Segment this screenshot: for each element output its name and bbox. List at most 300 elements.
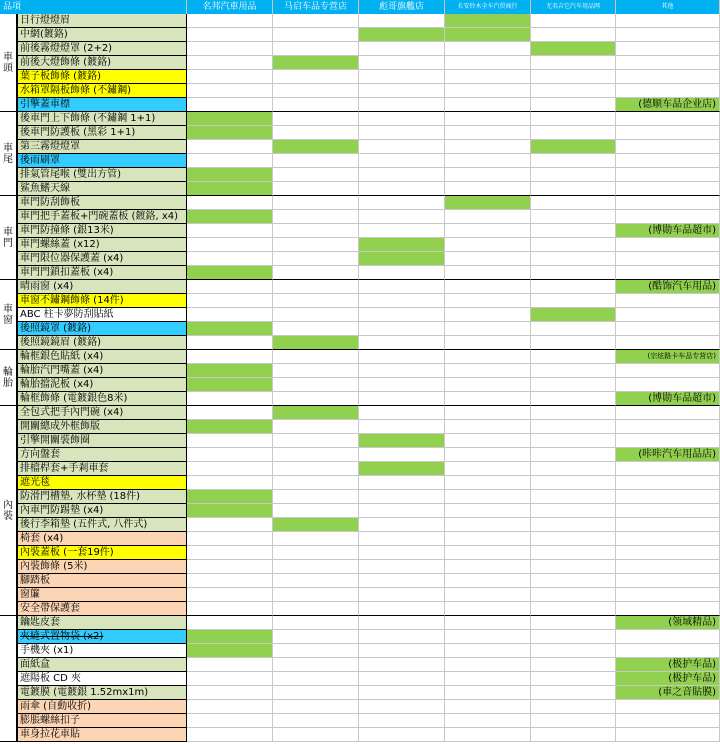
cell-empty[interactable] (616, 588, 720, 602)
cell-available[interactable] (445, 14, 531, 28)
cell-empty[interactable] (616, 308, 720, 322)
cell-empty[interactable] (531, 238, 616, 252)
cell-empty[interactable] (445, 126, 531, 140)
cell-empty[interactable] (273, 462, 359, 476)
item-name[interactable]: 前後大燈飾條 (鍍鉻) (17, 56, 187, 70)
cell-empty[interactable] (445, 42, 531, 56)
cell-empty[interactable] (187, 14, 273, 28)
cell-empty[interactable] (445, 182, 531, 196)
cell-empty[interactable] (273, 294, 359, 308)
cell-empty[interactable] (531, 70, 616, 84)
store-note[interactable]: (博勋车品超市) (616, 392, 720, 406)
cell-available[interactable] (359, 462, 445, 476)
cell-empty[interactable] (273, 364, 359, 378)
cell-empty[interactable] (531, 112, 616, 126)
item-name[interactable]: 夾縫式置物袋 (x2) (17, 630, 187, 644)
cell-empty[interactable] (531, 336, 616, 350)
cell-empty[interactable] (445, 644, 531, 658)
cell-empty[interactable] (273, 154, 359, 168)
cell-empty[interactable] (273, 630, 359, 644)
cell-available[interactable] (187, 182, 273, 196)
cell-empty[interactable] (616, 434, 720, 448)
cell-available[interactable] (187, 420, 273, 434)
item-name[interactable]: 第三霧燈燈罩 (17, 140, 187, 154)
item-name[interactable]: 車身拉花車貼 (17, 728, 187, 742)
cell-empty[interactable] (359, 672, 445, 686)
cell-empty[interactable] (531, 252, 616, 266)
cell-empty[interactable] (359, 476, 445, 490)
cell-empty[interactable] (531, 168, 616, 182)
cell-empty[interactable] (359, 56, 445, 70)
item-name[interactable]: 全包式把手內門碗 (x4) (17, 406, 187, 420)
cell-empty[interactable] (273, 546, 359, 560)
cell-empty[interactable] (187, 728, 273, 742)
item-name[interactable]: 防滑門槽墊, 水杯墊 (18件) (17, 490, 187, 504)
cell-available[interactable] (187, 168, 273, 182)
cell-empty[interactable] (359, 336, 445, 350)
item-name[interactable]: 面紙盒 (17, 658, 187, 672)
cell-empty[interactable] (445, 224, 531, 238)
cell-empty[interactable] (273, 70, 359, 84)
cell-empty[interactable] (616, 42, 720, 56)
cell-empty[interactable] (445, 84, 531, 98)
cell-empty[interactable] (616, 294, 720, 308)
cell-empty[interactable] (187, 560, 273, 574)
cell-empty[interactable] (445, 112, 531, 126)
cell-empty[interactable] (359, 168, 445, 182)
item-name[interactable]: 車門螺絲蓋 (x12) (17, 238, 187, 252)
item-name[interactable]: 輪框銀色貼紙 (x4) (17, 350, 187, 364)
cell-empty[interactable] (445, 210, 531, 224)
cell-empty[interactable] (359, 546, 445, 560)
cell-empty[interactable] (531, 588, 616, 602)
cell-empty[interactable] (187, 686, 273, 700)
cell-empty[interactable] (616, 490, 720, 504)
cell-empty[interactable] (187, 336, 273, 350)
item-name[interactable]: 水箱罩隔板飾條 (不鏽鋼) (17, 84, 187, 98)
cell-empty[interactable] (359, 266, 445, 280)
item-name[interactable]: 腳踏板 (17, 574, 187, 588)
cell-empty[interactable] (273, 196, 359, 210)
item-name[interactable]: 遮光毯 (17, 476, 187, 490)
item-name[interactable]: 車門限位器保護蓋 (x4) (17, 252, 187, 266)
cell-empty[interactable] (359, 154, 445, 168)
cell-empty[interactable] (445, 630, 531, 644)
cell-empty[interactable] (273, 728, 359, 742)
cell-empty[interactable] (531, 322, 616, 336)
cell-empty[interactable] (531, 532, 616, 546)
cell-available[interactable] (187, 490, 273, 504)
cell-empty[interactable] (273, 490, 359, 504)
cell-empty[interactable] (616, 700, 720, 714)
cell-empty[interactable] (359, 602, 445, 616)
cell-empty[interactable] (445, 448, 531, 462)
cell-empty[interactable] (187, 224, 273, 238)
item-name[interactable]: 車門防撞條 (銀13米) (17, 224, 187, 238)
cell-empty[interactable] (616, 602, 720, 616)
cell-empty[interactable] (445, 672, 531, 686)
cell-available[interactable] (187, 266, 273, 280)
cell-empty[interactable] (616, 84, 720, 98)
cell-available[interactable] (359, 28, 445, 42)
cell-empty[interactable] (359, 448, 445, 462)
store-note[interactable]: (宗炫路卡车品专营店) (616, 350, 720, 364)
cell-empty[interactable] (531, 560, 616, 574)
item-name[interactable]: 後照鏡鏡眉 (鍍鉻) (17, 336, 187, 350)
cell-empty[interactable] (359, 322, 445, 336)
cell-empty[interactable] (273, 210, 359, 224)
cell-empty[interactable] (273, 84, 359, 98)
cell-empty[interactable] (359, 714, 445, 728)
cell-empty[interactable] (445, 140, 531, 154)
item-name[interactable]: 鑰匙皮套 (17, 616, 187, 630)
cell-empty[interactable] (531, 182, 616, 196)
cell-empty[interactable] (445, 546, 531, 560)
cell-empty[interactable] (359, 686, 445, 700)
cell-empty[interactable] (616, 56, 720, 70)
cell-empty[interactable] (445, 574, 531, 588)
cell-empty[interactable] (531, 280, 616, 294)
item-name[interactable]: 安全帶保護套 (17, 602, 187, 616)
cell-empty[interactable] (531, 490, 616, 504)
cell-available[interactable] (531, 140, 616, 154)
cell-empty[interactable] (273, 42, 359, 56)
item-name[interactable]: 後照鏡罩 (鍍鉻) (17, 322, 187, 336)
cell-empty[interactable] (359, 658, 445, 672)
cell-empty[interactable] (445, 266, 531, 280)
cell-empty[interactable] (187, 546, 273, 560)
cell-empty[interactable] (531, 14, 616, 28)
cell-empty[interactable] (616, 70, 720, 84)
item-name[interactable]: 鯊魚鰭天線 (17, 182, 187, 196)
cell-empty[interactable] (445, 462, 531, 476)
cell-empty[interactable] (187, 98, 273, 112)
cell-empty[interactable] (616, 14, 720, 28)
cell-empty[interactable] (187, 532, 273, 546)
cell-empty[interactable] (531, 504, 616, 518)
cell-empty[interactable] (531, 714, 616, 728)
cell-empty[interactable] (531, 364, 616, 378)
cell-empty[interactable] (445, 322, 531, 336)
cell-empty[interactable] (187, 154, 273, 168)
cell-empty[interactable] (359, 644, 445, 658)
cell-empty[interactable] (359, 616, 445, 630)
cell-empty[interactable] (445, 364, 531, 378)
cell-empty[interactable] (359, 182, 445, 196)
cell-empty[interactable] (187, 448, 273, 462)
cell-available[interactable] (273, 140, 359, 154)
cell-empty[interactable] (616, 378, 720, 392)
cell-empty[interactable] (445, 336, 531, 350)
cell-empty[interactable] (616, 196, 720, 210)
cell-empty[interactable] (445, 392, 531, 406)
item-name[interactable]: 車門門鎖扣蓋板 (x4) (17, 266, 187, 280)
item-name[interactable]: 前後霧燈燈罩 (2+2) (17, 42, 187, 56)
cell-empty[interactable] (273, 420, 359, 434)
cell-empty[interactable] (359, 42, 445, 56)
cell-empty[interactable] (359, 126, 445, 140)
cell-empty[interactable] (359, 112, 445, 126)
cell-empty[interactable] (445, 714, 531, 728)
cell-empty[interactable] (616, 630, 720, 644)
store-note[interactable]: (酷饰汽车用品) (616, 280, 720, 294)
cell-empty[interactable] (531, 630, 616, 644)
cell-empty[interactable] (445, 308, 531, 322)
cell-empty[interactable] (531, 658, 616, 672)
cell-empty[interactable] (273, 448, 359, 462)
cell-empty[interactable] (359, 98, 445, 112)
cell-empty[interactable] (616, 728, 720, 742)
cell-available[interactable] (273, 406, 359, 420)
cell-empty[interactable] (273, 644, 359, 658)
cell-empty[interactable] (531, 476, 616, 490)
cell-empty[interactable] (273, 126, 359, 140)
item-name[interactable]: 後雨刷罩 (17, 154, 187, 168)
cell-empty[interactable] (187, 602, 273, 616)
cell-empty[interactable] (531, 574, 616, 588)
cell-empty[interactable] (531, 294, 616, 308)
store-note[interactable]: (德顺车品企业店) (616, 98, 720, 112)
item-name[interactable]: 電鍍膜 (電鍍銀 1.52mx1m) (17, 686, 187, 700)
cell-empty[interactable] (616, 476, 720, 490)
cell-empty[interactable] (273, 532, 359, 546)
cell-empty[interactable] (616, 462, 720, 476)
item-name[interactable]: 椅套 (x4) (17, 532, 187, 546)
cell-empty[interactable] (616, 406, 720, 420)
cell-empty[interactable] (273, 322, 359, 336)
cell-empty[interactable] (187, 658, 273, 672)
item-name[interactable]: 後車門上下飾條 (不鏽鋼 1+1) (17, 112, 187, 126)
store-note[interactable]: (极护车品) (616, 658, 720, 672)
cell-empty[interactable] (359, 364, 445, 378)
cell-empty[interactable] (273, 224, 359, 238)
cell-empty[interactable] (359, 700, 445, 714)
cell-empty[interactable] (359, 280, 445, 294)
cell-empty[interactable] (187, 350, 273, 364)
cell-empty[interactable] (616, 420, 720, 434)
cell-empty[interactable] (273, 714, 359, 728)
cell-empty[interactable] (273, 98, 359, 112)
cell-empty[interactable] (616, 574, 720, 588)
cell-empty[interactable] (445, 490, 531, 504)
cell-empty[interactable] (273, 168, 359, 182)
cell-empty[interactable] (187, 700, 273, 714)
cell-empty[interactable] (359, 210, 445, 224)
cell-empty[interactable] (273, 112, 359, 126)
cell-empty[interactable] (531, 392, 616, 406)
cell-empty[interactable] (616, 644, 720, 658)
cell-empty[interactable] (531, 518, 616, 532)
cell-empty[interactable] (273, 350, 359, 364)
cell-empty[interactable] (187, 462, 273, 476)
cell-empty[interactable] (531, 350, 616, 364)
cell-available[interactable] (531, 308, 616, 322)
cell-empty[interactable] (187, 140, 273, 154)
cell-available[interactable] (187, 322, 273, 336)
item-name[interactable]: 葉子板飾條 (鍍鉻) (17, 70, 187, 84)
cell-empty[interactable] (531, 602, 616, 616)
cell-empty[interactable] (616, 322, 720, 336)
cell-empty[interactable] (616, 518, 720, 532)
item-name[interactable]: 中網(鍍鉻) (17, 28, 187, 42)
cell-empty[interactable] (445, 518, 531, 532)
cell-empty[interactable] (445, 728, 531, 742)
cell-empty[interactable] (273, 616, 359, 630)
cell-empty[interactable] (273, 560, 359, 574)
item-name[interactable]: 排檔桿套+手剎車套 (17, 462, 187, 476)
cell-empty[interactable] (187, 672, 273, 686)
cell-empty[interactable] (445, 504, 531, 518)
cell-empty[interactable] (531, 686, 616, 700)
cell-empty[interactable] (445, 280, 531, 294)
cell-empty[interactable] (359, 294, 445, 308)
cell-empty[interactable] (445, 686, 531, 700)
item-name[interactable]: 輪胎擋泥板 (x4) (17, 378, 187, 392)
cell-empty[interactable] (445, 700, 531, 714)
cell-empty[interactable] (187, 476, 273, 490)
cell-empty[interactable] (359, 196, 445, 210)
cell-empty[interactable] (616, 532, 720, 546)
item-name[interactable]: 後車門防護板 (黑彩 1+1) (17, 126, 187, 140)
cell-empty[interactable] (531, 728, 616, 742)
cell-empty[interactable] (616, 364, 720, 378)
cell-empty[interactable] (445, 560, 531, 574)
item-name[interactable]: 引擎蓋車標 (17, 98, 187, 112)
cell-available[interactable] (531, 42, 616, 56)
cell-empty[interactable] (187, 574, 273, 588)
item-name[interactable]: 遮陽板 CD 夾 (17, 672, 187, 686)
cell-empty[interactable] (445, 378, 531, 392)
cell-empty[interactable] (187, 714, 273, 728)
item-name[interactable]: 雨傘 (自動收折) (17, 700, 187, 714)
cell-available[interactable] (187, 112, 273, 126)
cell-empty[interactable] (359, 574, 445, 588)
cell-empty[interactable] (187, 518, 273, 532)
cell-available[interactable] (445, 28, 531, 42)
cell-empty[interactable] (445, 602, 531, 616)
cell-empty[interactable] (531, 434, 616, 448)
cell-empty[interactable] (359, 378, 445, 392)
cell-empty[interactable] (273, 392, 359, 406)
cell-empty[interactable] (616, 28, 720, 42)
cell-empty[interactable] (187, 196, 273, 210)
cell-empty[interactable] (187, 294, 273, 308)
cell-empty[interactable] (273, 238, 359, 252)
cell-empty[interactable] (187, 392, 273, 406)
cell-empty[interactable] (359, 308, 445, 322)
cell-available[interactable] (187, 504, 273, 518)
item-name[interactable]: 車門把手蓋板+門碗蓋板 (鍍鉻, x4) (17, 210, 187, 224)
cell-empty[interactable] (616, 266, 720, 280)
cell-empty[interactable] (445, 532, 531, 546)
item-name[interactable]: 窗簾 (17, 588, 187, 602)
cell-empty[interactable] (187, 280, 273, 294)
cell-empty[interactable] (359, 518, 445, 532)
cell-empty[interactable] (531, 378, 616, 392)
cell-empty[interactable] (531, 420, 616, 434)
cell-empty[interactable] (531, 56, 616, 70)
cell-empty[interactable] (273, 672, 359, 686)
item-name[interactable]: 內車門防踢墊 (x4) (17, 504, 187, 518)
cell-empty[interactable] (359, 420, 445, 434)
cell-empty[interactable] (359, 84, 445, 98)
cell-empty[interactable] (445, 476, 531, 490)
cell-empty[interactable] (273, 434, 359, 448)
cell-empty[interactable] (616, 112, 720, 126)
cell-empty[interactable] (359, 140, 445, 154)
cell-empty[interactable] (359, 490, 445, 504)
cell-empty[interactable] (273, 266, 359, 280)
cell-available[interactable] (273, 336, 359, 350)
cell-empty[interactable] (531, 126, 616, 140)
cell-empty[interactable] (359, 532, 445, 546)
cell-empty[interactable] (273, 588, 359, 602)
cell-empty[interactable] (359, 70, 445, 84)
cell-empty[interactable] (187, 42, 273, 56)
cell-empty[interactable] (445, 70, 531, 84)
cell-empty[interactable] (531, 448, 616, 462)
item-name[interactable]: 輪胎汽門嘴蓋 (x4) (17, 364, 187, 378)
cell-empty[interactable] (273, 252, 359, 266)
cell-empty[interactable] (445, 294, 531, 308)
cell-empty[interactable] (273, 700, 359, 714)
item-name[interactable]: 方向盤套 (17, 448, 187, 462)
cell-empty[interactable] (273, 308, 359, 322)
cell-empty[interactable] (616, 154, 720, 168)
cell-empty[interactable] (616, 182, 720, 196)
item-name[interactable]: 內裝飾條 (5米) (17, 560, 187, 574)
cell-empty[interactable] (187, 238, 273, 252)
cell-empty[interactable] (187, 56, 273, 70)
cell-empty[interactable] (445, 252, 531, 266)
cell-available[interactable] (187, 210, 273, 224)
cell-empty[interactable] (273, 14, 359, 28)
cell-available[interactable] (359, 252, 445, 266)
cell-empty[interactable] (531, 546, 616, 560)
cell-empty[interactable] (187, 84, 273, 98)
cell-empty[interactable] (273, 476, 359, 490)
cell-empty[interactable] (616, 714, 720, 728)
cell-empty[interactable] (445, 658, 531, 672)
cell-empty[interactable] (273, 602, 359, 616)
cell-empty[interactable] (616, 560, 720, 574)
cell-available[interactable] (187, 126, 273, 140)
cell-empty[interactable] (445, 616, 531, 630)
cell-available[interactable] (359, 238, 445, 252)
cell-empty[interactable] (359, 224, 445, 238)
cell-available[interactable] (273, 518, 359, 532)
cell-empty[interactable] (273, 182, 359, 196)
cell-empty[interactable] (445, 56, 531, 70)
item-name[interactable]: 內裝蓋板 (一套19件) (17, 546, 187, 560)
cell-empty[interactable] (445, 434, 531, 448)
cell-empty[interactable] (445, 588, 531, 602)
cell-empty[interactable] (445, 154, 531, 168)
cell-empty[interactable] (616, 504, 720, 518)
cell-empty[interactable] (616, 126, 720, 140)
cell-empty[interactable] (187, 308, 273, 322)
cell-available[interactable] (359, 434, 445, 448)
cell-empty[interactable] (445, 406, 531, 420)
cell-empty[interactable] (273, 280, 359, 294)
item-name[interactable]: 手機夾 (x1) (17, 644, 187, 658)
cell-empty[interactable] (187, 588, 273, 602)
cell-empty[interactable] (445, 98, 531, 112)
cell-empty[interactable] (359, 14, 445, 28)
item-name[interactable]: 膨脹螺絲扣子 (17, 714, 187, 728)
cell-empty[interactable] (359, 504, 445, 518)
store-note[interactable]: (极护车品) (616, 672, 720, 686)
